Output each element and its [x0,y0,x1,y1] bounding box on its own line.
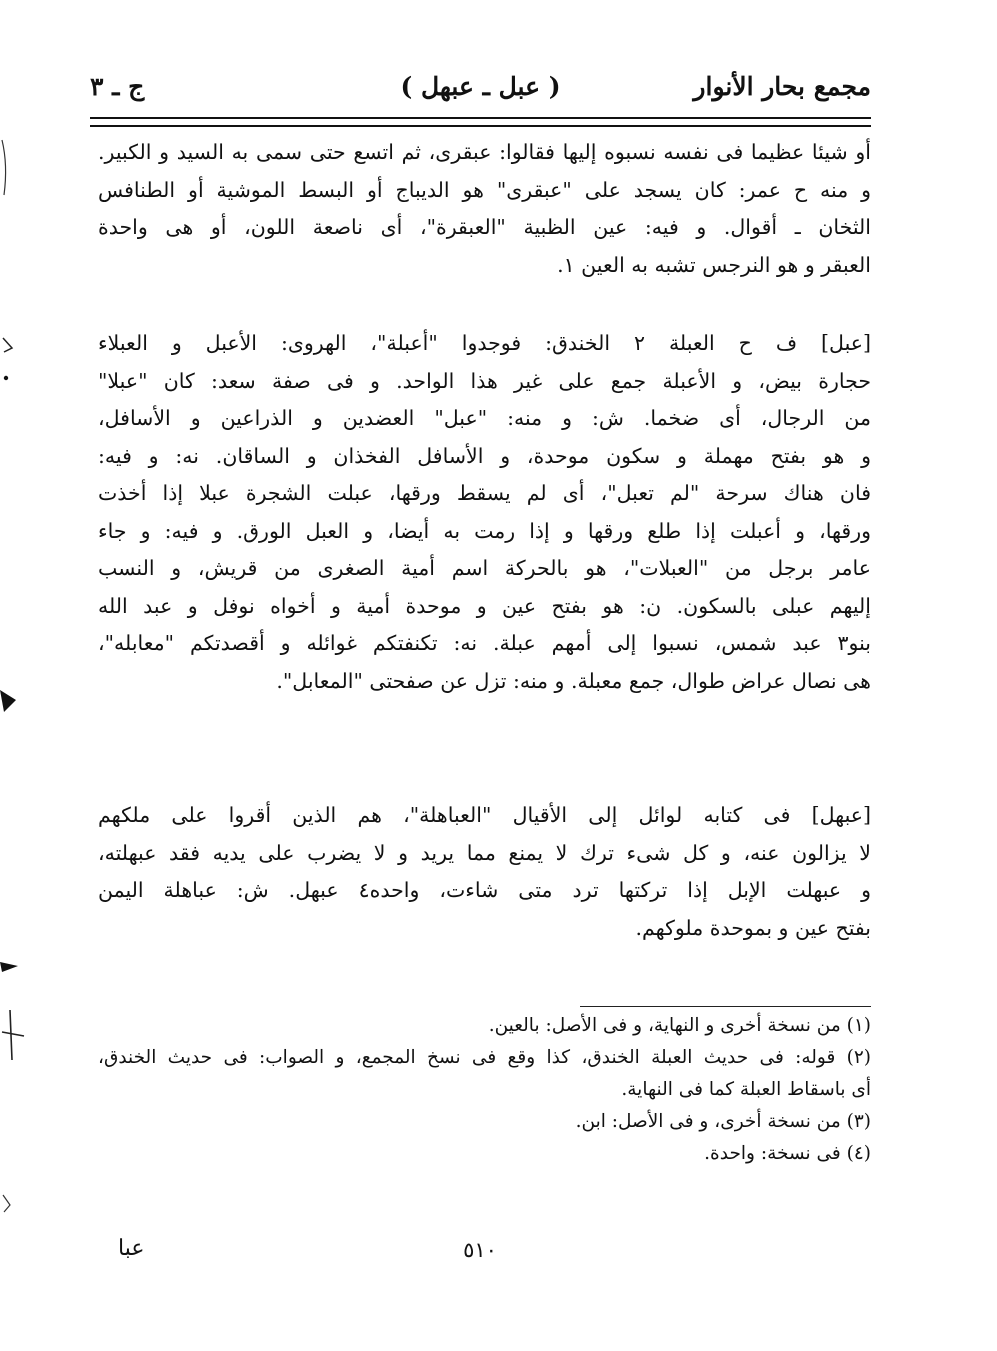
text-line: و عبهلت الإبل إذا تركتها ترد متى شاءت، واحده٤ عبهل. ش: عباهلة اليمن [98,878,871,902]
scan-edge-marks [0,0,28,1351]
header-volume: ج ـ ٣ [90,72,145,101]
footnote-separator [580,1006,871,1007]
page-number: ٥١٠ [463,1238,497,1262]
running-header [90,68,871,108]
header-rule-bottom [90,125,871,127]
text-line: الثخان ـ أقوال. و فيه: عين الظبية "العبقرة"، أى ناصعة اللون، أو هى واحدة [98,215,871,239]
footnote-1: (١) من نسخة أخرى و النهاية، و فى الأصل: بالعين. [488,1015,871,1036]
footnote-4: (٤) فى نسخة: واحدة. [704,1143,871,1164]
header-rule-top [90,117,871,119]
text-line: لا يزالون عنه، و كل شىء ترك لا يمنع مما يريد و لا يضرب على يديه فقد عبهلته، [98,840,871,865]
text-line: بفتح عين و بموحدة ملوكهم. [635,915,871,940]
text-line: فان هناك سرحة "لم تعبل"، أى لم يسقط ورقها، عبلت الشجرة عبلا إذا أخذت [98,481,871,505]
footnote-3: (٣) من نسخة أخرى، و فى الأصل: ابن. [575,1111,871,1132]
footnote-2: (٢) قوله: فى حديث العبلة الخندق، كذا وقع فى نسخ المجمع، و الصواب: فى حديث الخندق، [98,1047,871,1068]
text-line: من الرجال، أى ضخما. ش: و منه: "عبل" العضدين و الذراعين و الأسافل، [98,406,871,430]
text-line: و هو بفتح مهملة و سكون موحدة، و الأسافل الفخذان و الساقان. نه: و فيه: [98,443,871,468]
footnotes [98,1010,871,1170]
text-line: هى نصال عراض طوال، جمع معبلة. و منه: تزل عن صفحتى "المعابل". [276,668,871,693]
text-line: ورقها، و أعبلت إذا طلع ورقها و إذا رمت به أيضا، و العبل الورق. و فيه: و جاء [98,518,871,543]
text-line: [عبهل] فى كتابه لوائل إلى الأقيال "العباهلة"، هم الذين أقروا على ملكهم [98,803,871,827]
text-line: إليهم عبلى بالسكون. ن: هو بفتح عين و موحدة أمية و أخواه نوفل و عبد الله [98,593,871,618]
text-line: و منه ح عمر: كان يسجد على "عبقرى" هو الديباج أو البسط الموشية أو الطنافس [98,177,871,202]
text-line: أو شيئا عظيما فى نفسه نسبوه إليها فقالوا: عبقرى، ثم اتسع حتى سمى به السيد و الكبير. [98,140,871,164]
text-line: عامر برجل من "العبلات"، هو بالحركة اسم أمية الصغرى من قريش، و النسب [98,556,871,580]
text-line: حجارة بيض، و الأعبلة جمع على غير هذا الواحد. و فى صفة سعد: كان "عبلا" [98,368,871,393]
text-line: العبقر و هو النرجس تشبه به العين ١. [557,252,871,277]
catchword: عبا [118,1236,145,1261]
text-line: [عبل] ف ح العبلة ٢ الخندق: فوجدوا "أعبلة"، الهروى: الأعبل و العبلاء [98,331,871,355]
paragraph-abhal [98,797,871,947]
paragraph-abqar [98,134,871,284]
header-entry-range: ( عبل ـ عبهل ) [400,72,561,101]
header-book-title: مجمع بحار الأنوار [693,72,871,101]
text-line: بنو٣ عبد شمس، نسبوا إلى أمهم عبلة. نه: تكنفتكم غوائله و أقصدتكم "معابله"، [98,631,871,655]
paragraph-abl [98,325,871,700]
footnote-2-continued: أى باسقاط العبلة كما فى النهاية. [621,1079,871,1100]
